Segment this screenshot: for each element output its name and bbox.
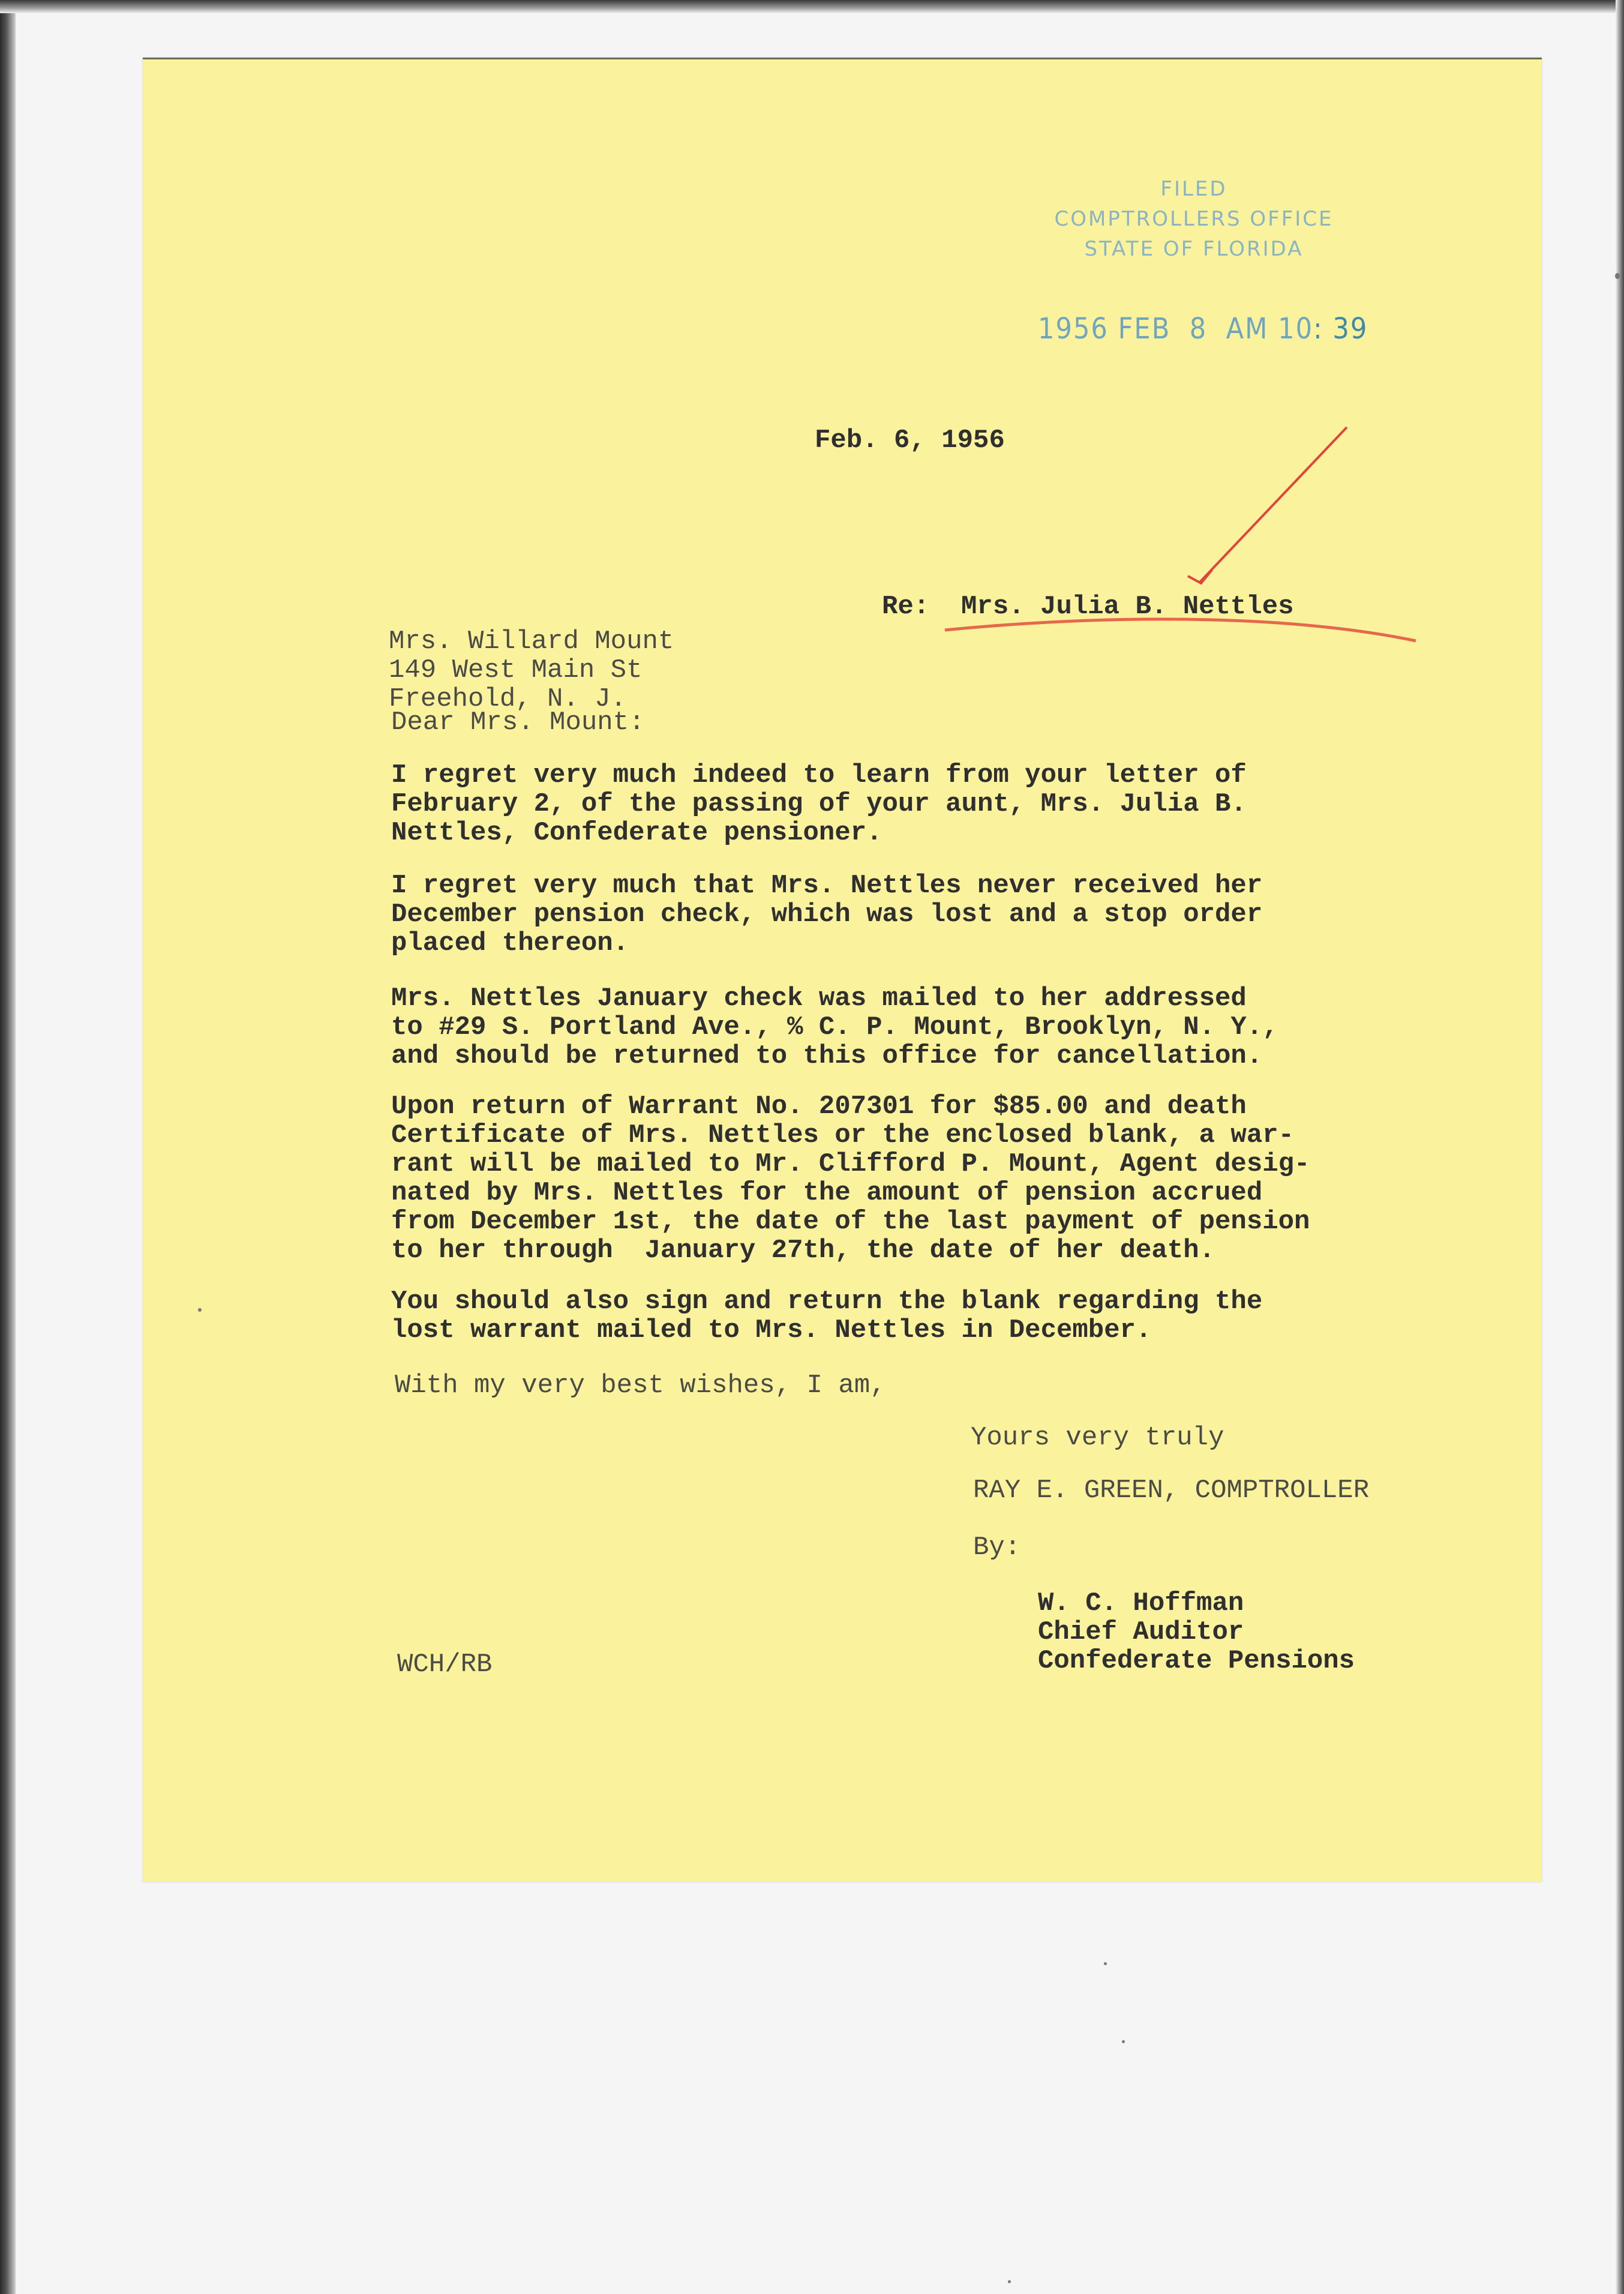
stamp-date <box>1038 312 1368 346</box>
recipient-street: 149 West Main St <box>389 655 643 685</box>
paragraph-4: Upon return of Warrant No. 207301 for $85.00 and death Certificate of Mrs. Nettles or the enclosed blank, a war- rant will be mailed to Mr. Clifford P. Mount, Agent desig- nated by Mrs. Nettles for the amount of pension accrued from December 1st, the date of the last payment of pension to her through January 27th, the date of her death. <box>391 1091 1310 1266</box>
annotation-arrow-line <box>1200 427 1347 582</box>
dust-speck <box>1008 2280 1011 2283</box>
paragraph-5: You should also sign and return the blank regarding the lost warrant mailed to Mrs. Nettles in December. <box>391 1287 1263 1345</box>
dust-speck <box>198 1308 202 1312</box>
scan-edge-left <box>0 0 16 2294</box>
closing-line: With my very best wishes, I am, <box>395 1371 886 1401</box>
re-name: Mrs. Julia B. Nettles <box>961 592 1294 622</box>
re-label: Re: <box>882 592 930 622</box>
paragraph-3: Mrs. Nettles January check was mailed to her addressed to #29 S. Portland Ave., % C. P. Mount, Brooklyn, N. Y., and should be returned to this office for cancellation. <box>391 983 1278 1071</box>
paragraph-2: I regret very much that Mrs. Nettles never received her December pension check, which was lost and a stop order placed thereon. <box>391 871 1263 958</box>
red-pencil-annotation <box>900 420 1440 660</box>
signer-block <box>1038 1560 1355 1704</box>
filed-stamp <box>1038 174 1350 264</box>
by-label: By: <box>973 1533 1021 1563</box>
stamp-line-filed: FILED <box>1160 177 1227 201</box>
stamp-date-text: 1956 FEB 8 AM 10 <box>1038 312 1314 346</box>
annotation-underline <box>945 619 1416 641</box>
stamp-time-text: : 39 <box>1313 312 1368 346</box>
paragraph-1: I regret very much indeed to learn from your letter of February 2, of the passing of your aunt, Mrs. Julia B. Nettles, Confederate pensioner. <box>391 760 1247 848</box>
signer-title-1: Chief Auditor <box>1038 1617 1244 1647</box>
comptroller-office: RAY E. GREEN, COMPTROLLER <box>973 1476 1370 1506</box>
dust-speck <box>1615 273 1620 279</box>
stamp-line-office: COMPTROLLERS OFFICE <box>1054 207 1334 231</box>
dust-speck <box>1122 2040 1125 2043</box>
stamp-line-state: STATE OF FLORIDA <box>1084 237 1304 261</box>
salutation: Dear Mrs. Mount: <box>391 707 645 737</box>
dust-speck <box>1104 1962 1107 1965</box>
recipient-city: Freehold, N. J. <box>389 684 627 714</box>
scan-edge-right <box>1616 0 1624 2294</box>
signer-name: W. C. Hoffman <box>1038 1588 1244 1618</box>
letter-date: Feb. 6, 1956 <box>815 425 1005 455</box>
paper-top-edge <box>143 58 1542 59</box>
recipient-name: Mrs. Willard Mount <box>389 626 674 656</box>
typist-initials: WCH/RB <box>397 1650 493 1680</box>
scan-edge-top <box>0 0 1624 13</box>
signer-title-2: Confederate Pensions <box>1038 1646 1355 1676</box>
sign-off: Yours very truly <box>971 1423 1224 1453</box>
